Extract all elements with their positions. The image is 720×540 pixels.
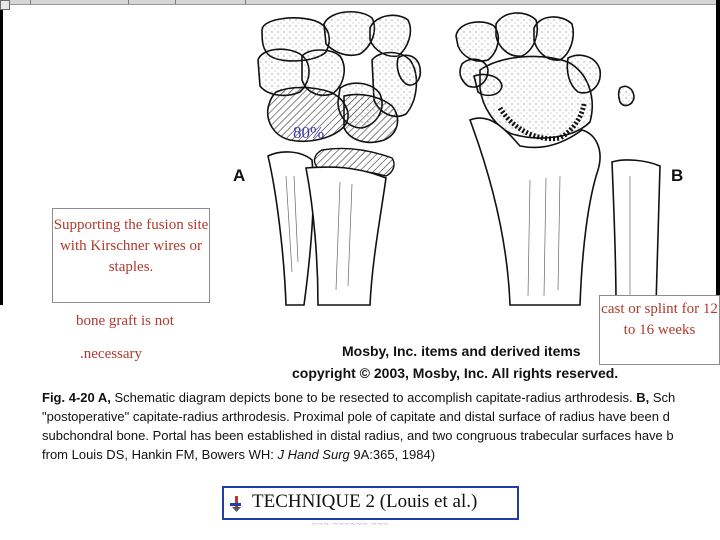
copyright-line-1: Mosby, Inc. items and derived items	[342, 343, 581, 359]
metacarpal-bone	[370, 15, 410, 56]
caption-figure-number: Fig. 4-20 A,	[42, 390, 111, 405]
caption-line-1	[42, 388, 720, 407]
cast-annotation-box	[599, 295, 720, 365]
pisiform-b	[619, 86, 635, 105]
necessary-annotation: .necessary	[80, 346, 143, 362]
copyright-line-2: copyright © 2003, Mosby, Inc. All rights reserved.	[292, 365, 619, 381]
caption-line-4	[42, 445, 720, 464]
caption-line-3: subchondral bone. Portal has been established in distal radius, and two congruous trabecular surfaces have b	[42, 428, 674, 443]
metacarpal-bone-b	[534, 17, 573, 60]
caption-b-label: B,	[636, 390, 650, 405]
metacarpal-bone-b	[456, 22, 498, 61]
metacarpal-bone-b	[496, 13, 537, 56]
caption-citation-tail: 9A:365, 1984)	[349, 447, 436, 462]
metacarpal-bone	[324, 12, 374, 56]
support-annotation-text: Supporting the fusion site with Kirschner wires or staples.	[53, 217, 209, 275]
bullet-arrow-icon	[230, 496, 244, 512]
caption-text: Schematic diagram depicts bone to be resected to accomplish capitate-radius arthrodesis.	[110, 390, 637, 405]
caption-journal: J Hand Surg	[277, 447, 350, 462]
radius-bone-b	[470, 118, 600, 305]
resection-percent-label: 80%	[293, 123, 325, 142]
panel-a-label: A	[233, 166, 246, 185]
ulna-bone-b	[612, 160, 660, 305]
panel-a-forearm-bones	[268, 152, 386, 305]
technique-title-box[interactable]	[222, 486, 519, 520]
caption-text: Sch	[649, 390, 676, 405]
faint-overlay-text: ~~~ ~~~~~~ ~~~	[312, 519, 389, 529]
panel-b-label: B	[671, 166, 684, 185]
panel-b-forearm-bones	[470, 118, 660, 305]
radius-bone-a	[306, 167, 386, 305]
caption-line-2: "postoperative" capitate-radius arthrodesis. Proximal pole of capitate and distal surface of radius have been d	[42, 409, 670, 424]
figure-caption	[42, 388, 720, 464]
cast-annotation-text: cast or splint for 12 to 16 weeks	[601, 301, 718, 338]
caption-citation: from Louis DS, Hankin FM, Bowers WH:	[42, 447, 278, 462]
bone-graft-annotation: bone graft is not	[76, 313, 174, 329]
support-annotation-box	[52, 208, 210, 303]
technique-title: TECHNIQUE 2 (Louis et al.)	[252, 491, 478, 512]
